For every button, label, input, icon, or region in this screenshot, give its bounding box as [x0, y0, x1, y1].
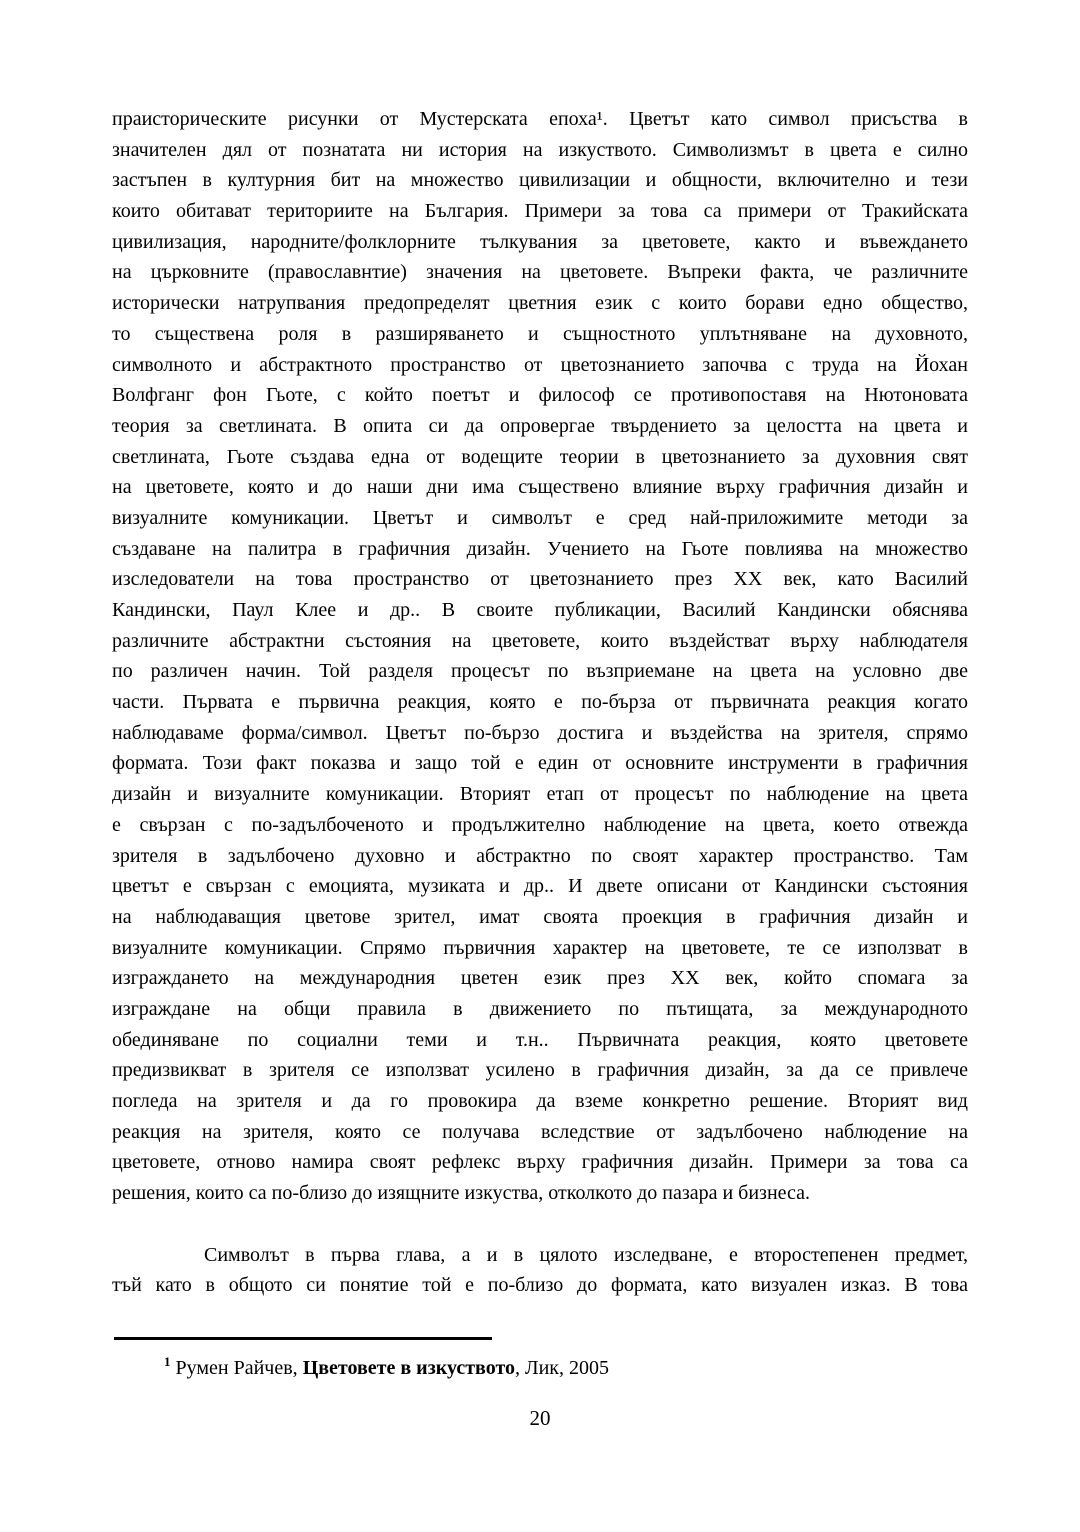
text-line: по различен начин. Той разделя процесът по възприемане на цвета на условно две [112, 660, 968, 683]
text-line: символното и абстрактното пространство от цветознанието започва с труда на Йохан [112, 353, 968, 376]
text-line: визуалните комуникации. Цветът и символът е сред най-приложимите методи за [112, 506, 968, 529]
text-line: светлината, Гьоте създава една от водещите теории в цветознанието за духовния свят [112, 445, 968, 468]
text-line: дизайн и визуалните комуникации. Вторият етап от процесът по наблюдение на цвета [112, 783, 968, 806]
text-line: изследователи на това пространство от цветознанието през XX век, като Василий [112, 568, 968, 591]
text-line: погледа на зрителя и да го провокира да вземе конкретно решение. Вторият вид [112, 1090, 968, 1112]
text-line: формата. Този факт показва и защо той е един от основните инструменти в графичния [112, 752, 968, 775]
footnote-author: Румен Райчев, [175, 1357, 303, 1380]
text-line: на църковните (православнтие) значения на цветовете. Въпреки факта, че различните [112, 261, 968, 284]
footnote-title: Цветовете в изкуството [302, 1357, 516, 1380]
text-line: Кандински, Паул Клее и др.. В своите публикации, Василий Кандински обяснява [112, 599, 968, 621]
text-line: които обитават териториите на България. Примери за това са примери от Тракийската [112, 200, 968, 223]
text-line: части. Първата е първична реакция, която е по-бърза от първичната реакция когато [112, 691, 968, 714]
text-line: теория за светлината. В опита си да опровергае твърдението за целостта на цвета и [112, 414, 968, 437]
text-line: наблюдаваме форма/символ. Цветът по-бързо достига и въздейства на зрителя, спрямо [112, 721, 968, 744]
page-body [112, 104, 968, 1301]
text-line: изграждането на международния цветен език през XX век, който спомага за [112, 967, 968, 990]
footnote-area [112, 1337, 968, 1383]
text-line: тъй като в общото си понятие той е по-близо до формата, като визуален изказ. В това [112, 1274, 968, 1297]
text-line: създаване на палитра в графичния дизайн. Учението на Гьоте повлиява на множество [112, 537, 968, 560]
text-line: праисторическите рисунки от Мустерската епоха¹. Цветът като символ присъства в [112, 108, 968, 130]
text-line: обединяване по социални теми и т.н.. Първичната реакция, която цветовете [112, 1028, 968, 1051]
text-line: решения, които са по-близо до изящните изкуства, отколкото до пазара и бизнеса. [112, 1182, 811, 1205]
footnote [112, 1353, 968, 1383]
page-number: 20 [529, 1406, 551, 1431]
text-line: зрителя в задълбочено духовно и абстрактно по своят характер пространство. Там [112, 844, 968, 867]
text-line: визуалните комуникации. Спрямо първичния характер на цветовете, те се използват в [112, 936, 968, 959]
text-line: то съществена роля в разширяването и същностното уплътняване на духовното, [112, 322, 968, 345]
text-line: цветът е свързан с емоцията, музиката и др.. И двете описани от Кандински състояния [112, 875, 968, 898]
text-line: на наблюдаващия цветове зрител, имат своята проекция в графичния дизайн и [112, 905, 968, 928]
text-line: реакция на зрителя, която се получава вследствие от задълбочено наблюдение на [112, 1120, 968, 1143]
text-line: Волфганг фон Гьоте, с който поетът и философ се противопоставя на Нютоновата [112, 384, 968, 407]
paragraph [112, 1240, 968, 1301]
text-line: различните абстрактни състояния на цветовете, които въздействат върху наблюдателя [112, 629, 968, 652]
body-text [112, 104, 968, 1301]
text-line: е свързан с по-задълбоченото и продължително наблюдение на цвета, което отвежда [112, 813, 968, 836]
text-line: Символът в първа глава, а и в цялото изследване, е второстепенен предмет, [204, 1243, 968, 1266]
text-line: на цветовете, която и до наши дни има съществено влияние върху графичния дизайн и [112, 476, 968, 499]
text-line: застъпен в културния бит на множество цивилизации и общности, включително и тези [112, 169, 968, 192]
text-line: цивилизация, народните/фолклорните тълкувания за цветовете, както и въвеждането [112, 230, 968, 253]
text-line: исторически натрупвания предопределят цветния език с които борави едно общество, [112, 292, 968, 315]
footnote-suffix: , Лик, 2005 [515, 1357, 609, 1380]
footnote-marker: 1 [164, 1354, 171, 1370]
paragraph [112, 104, 968, 1209]
text-line: изграждане на общи правила в движението по пътищата, за международното [112, 997, 968, 1020]
footnote-separator-rule [114, 1337, 492, 1340]
text-line: значителен дял от познатата ни история на изкуството. Символизмът в цвета е силно [112, 138, 968, 161]
text-line: цветовете, отново намира своят рефлекс върху графичния дизайн. Примери за това са [112, 1151, 968, 1174]
text-line: предизвикват в зрителя се използват усилено в графичния дизайн, за да се привлече [112, 1059, 968, 1082]
